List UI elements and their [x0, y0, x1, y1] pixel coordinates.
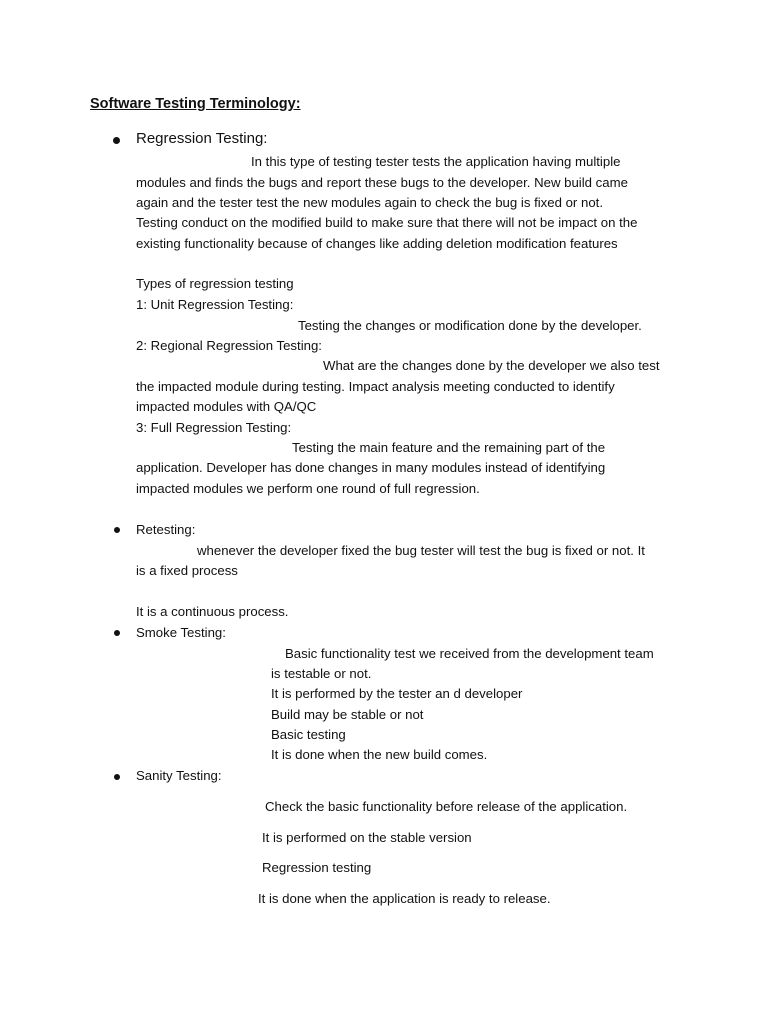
smoke-line-5: Basic testing	[271, 727, 346, 742]
bullet-icon	[114, 630, 120, 636]
sanity-line-3: Regression testing	[262, 860, 372, 875]
smoke-line-4: Build may be stable or not	[271, 707, 424, 722]
bullet-icon	[114, 774, 120, 780]
sanity-heading: Sanity Testing:	[136, 768, 222, 783]
smoke-line-3: It is performed by the tester an d developer	[271, 686, 523, 701]
document-title: Software Testing Terminology:	[90, 96, 301, 112]
regression-heading: Regression Testing:	[136, 130, 268, 147]
unit-heading: 1: Unit Regression Testing:	[136, 297, 294, 312]
regression-para-line-1: In this type of testing tester tests the application having multiple	[251, 154, 621, 169]
unit-desc: Testing the changes or modification done by the developer.	[298, 318, 642, 333]
retesting-desc-line-2: is a fixed process	[136, 563, 238, 578]
regional-desc-line-3: impacted modules with QA/QC	[136, 399, 317, 414]
types-heading: Types of regression testing	[136, 276, 294, 291]
regional-desc-line-1: What are the changes done by the developer we also test	[323, 358, 660, 373]
smoke-line-2: is testable or not.	[271, 666, 372, 681]
sanity-line-4: It is done when the application is ready to release.	[258, 891, 551, 906]
smoke-line-1: Basic functionality test we received from the development team	[285, 646, 654, 661]
smoke-heading: Smoke Testing:	[136, 625, 226, 640]
bullet-icon	[113, 137, 120, 144]
full-desc-line-1: Testing the main feature and the remaining part of the	[292, 440, 606, 455]
regional-desc-line-2: the impacted module during testing. Impact analysis meeting conducted to identify	[136, 379, 615, 394]
retesting-desc-line-1: whenever the developer fixed the bug tester will test the bug is fixed or not. It	[197, 543, 645, 558]
bullet-icon	[114, 527, 120, 533]
retesting-heading: Retesting:	[136, 522, 196, 537]
regression-para-line-3: again and the tester test the new modules again to check the bug is fixed or not.	[136, 195, 603, 210]
sanity-line-1: Check the basic functionality before release of the application.	[265, 799, 628, 814]
regression-para-line-5: existing functionality because of changes like adding deletion modification features	[136, 236, 618, 251]
full-desc-line-3: impacted modules we perform one round of full regression.	[136, 481, 480, 496]
retesting-note: It is a continuous process.	[136, 604, 289, 619]
regression-para-line-4: Testing conduct on the modified build to make sure that there will not be impact on the	[136, 215, 638, 230]
full-desc-line-2: application. Developer has done changes in many modules instead of identifying	[136, 460, 606, 475]
full-heading: 3: Full Regression Testing:	[136, 420, 292, 435]
smoke-line-6: It is done when the new build comes.	[271, 747, 488, 762]
regression-para-line-2: modules and finds the bugs and report these bugs to the developer. New build came	[136, 175, 628, 190]
sanity-line-2: It is performed on the stable version	[262, 830, 472, 845]
regional-heading: 2: Regional Regression Testing:	[136, 338, 322, 353]
